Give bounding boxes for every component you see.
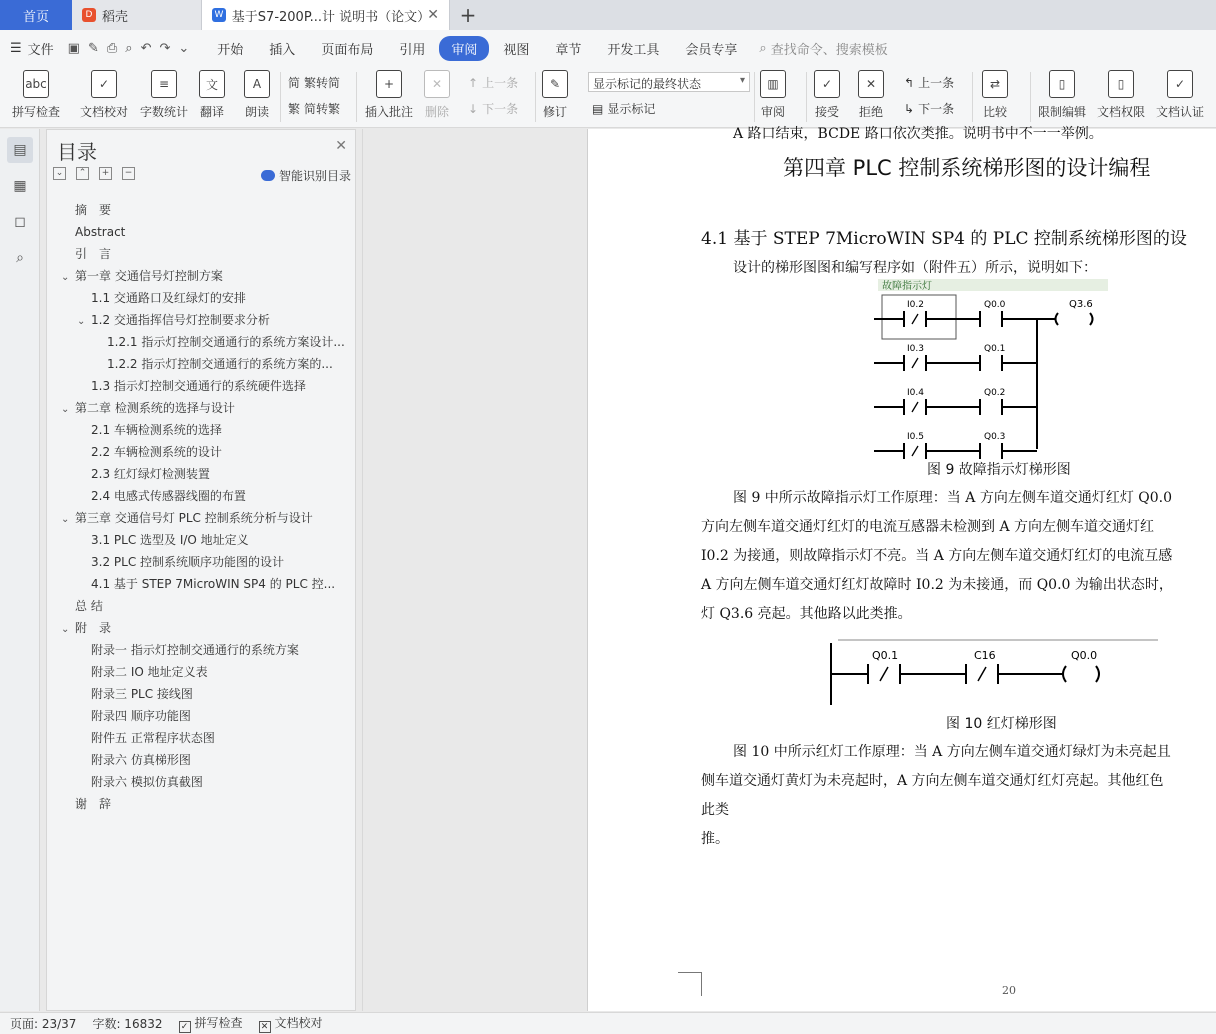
fig9-nc-slash (912, 358, 918, 368)
doc-auth-button[interactable] (1156, 70, 1204, 120)
ribbon-label: 插入批注 (365, 105, 414, 119)
ribbon-label: 翻译 (199, 105, 224, 119)
fig9-contact-b-label: Q0.3 (984, 432, 1006, 442)
expand-icon[interactable]: ⌃ (76, 167, 89, 180)
ribbon-label: 拼写检查 (12, 105, 61, 119)
track-changes-button[interactable] (542, 70, 568, 120)
spell-check-icon: abc (23, 70, 49, 98)
doc-text-line: 设计的梯形图图和编写程序如（附件五）所示，说明如下： (733, 260, 1097, 276)
ribbon-label: 限制编辑 (1038, 105, 1087, 119)
certificate-icon: ✓ (1167, 70, 1193, 98)
close-icon[interactable]: ✕ (335, 138, 347, 154)
doc-text-line: 图 9 中所示故障指示灯工作原理：当 A 方向左侧车道交通灯红灯 Q0.0 (733, 490, 1173, 506)
save-icon[interactable]: ▣ (67, 40, 80, 56)
outline-item[interactable] (55, 639, 349, 661)
ribbon-label: 下一条 (918, 102, 955, 116)
outline-item[interactable] (55, 793, 349, 815)
outline-item[interactable] (55, 705, 349, 727)
check-icon: ✓ (179, 1021, 191, 1033)
tab-home[interactable]: 首页 (0, 0, 72, 30)
menu-tab[interactable]: 开发工具 (607, 42, 660, 58)
ribbon-label: 拒绝 (858, 105, 883, 119)
prev-icon: ↰ (904, 75, 915, 90)
ribbon-label: 显示标记 (607, 102, 656, 116)
separator (806, 72, 807, 122)
chevron-down-icon[interactable]: ⌄ (61, 272, 70, 283)
menu-bar (0, 30, 1216, 66)
lock-icon: ▯ (1049, 70, 1075, 98)
outline-item-label: 2.1 车辆检测系统的选择 (91, 423, 222, 437)
review-icon: ▥ (760, 70, 786, 98)
page-indicator[interactable]: 页面: 23/37 (10, 1017, 77, 1031)
fig9-nc-slash (912, 402, 918, 412)
fig9-contact-b-label: Q0.1 (984, 344, 1006, 354)
fig10-coil-label: Q0.0 (1071, 649, 1098, 662)
accept-icon: ✓ (814, 70, 840, 98)
fig9-ladder-diagram (874, 277, 1114, 449)
tab-docer[interactable] (72, 0, 202, 30)
proof-button[interactable] (80, 70, 128, 120)
outline-item[interactable] (55, 771, 349, 793)
outline-item[interactable] (55, 529, 349, 551)
outline-item-label: Abstract (75, 225, 126, 239)
collapse-icon[interactable]: ⌄ (53, 167, 66, 180)
docer-icon: D (82, 8, 96, 22)
doc-text-line: 灯 Q3.6 亮起。其他路以此类推。 (701, 606, 912, 622)
separator (356, 72, 357, 122)
separator (754, 72, 755, 122)
hamburger-icon: ☰ (10, 40, 22, 56)
outline-item[interactable] (55, 243, 349, 265)
reject-button[interactable] (858, 70, 884, 120)
outline-item-label: 4.1 基于 STEP 7MicroWIN SP4 的 PLC 控... (91, 577, 336, 591)
chevron-down-icon[interactable]: ⌄ (61, 404, 70, 415)
doc-text-line: A 方向左侧车道交通灯红灯故障时 I0.2 为未接通，而 Q0.0 为输出状态时， (701, 577, 1173, 593)
coil-right (1090, 313, 1093, 325)
outline-item[interactable] (55, 309, 349, 331)
fig9-contact-b-label: Q0.0 (984, 300, 1006, 310)
proof-status[interactable] (259, 1014, 323, 1033)
convert-icon: 繁 (288, 102, 301, 116)
outline-item-label: 3.1 PLC 选型及 I/O 地址定义 (91, 533, 249, 547)
outline-item-label: 附件五 正常程序状态图 (91, 731, 215, 745)
command-search-text: 查找命令、搜索模板 (770, 42, 888, 58)
chevron-down-icon[interactable]: ⌄ (61, 624, 70, 635)
word-count-indicator[interactable]: 字数: 16832 (92, 1017, 163, 1031)
outline-item-label: 附录六 仿真梯形图 (91, 753, 191, 767)
outline-item-label: 1.1 交通路口及红绿灯的安排 (91, 291, 246, 305)
doc-text-line: A 路口结束，BCDE 路口依次类推。说明书中不一一举例。 (733, 126, 1103, 142)
page-number: 20 (1002, 984, 1016, 997)
outline-item-label: 1.2.1 指示灯控制交通通行的系统方案设计... (107, 335, 345, 349)
ribbon-label: 下一条 (482, 102, 519, 116)
crop-mark (678, 972, 702, 996)
outline-item-label: 1.3 指示灯控制交通通行的系统硬件选择 (91, 379, 306, 393)
fig10-caption: 图 10 红灯梯形图 (946, 716, 1057, 732)
ribbon-label: 比较 (982, 105, 1007, 119)
next-change-button[interactable] (904, 100, 954, 117)
compare-button[interactable] (982, 70, 1008, 120)
outline-item-label: 总 结 (75, 599, 103, 613)
outline-item[interactable] (55, 485, 349, 507)
restrict-editing-button[interactable] (1038, 70, 1086, 120)
reject-icon: ✕ (858, 70, 884, 98)
ribbon-label: 文档校对 (80, 105, 129, 119)
outline-item-label: 引 言 (75, 247, 112, 261)
coil-left (1056, 313, 1059, 325)
menu-tab[interactable]: 开始 (217, 42, 244, 58)
ribbon-label: 文档权限 (1097, 105, 1146, 119)
ribbon-label: 删除 (424, 105, 449, 119)
separator (535, 72, 536, 122)
outline-item-label: 第三章 交通信号灯 PLC 控制系统分析与设计 (75, 511, 313, 525)
outline-item[interactable] (55, 397, 349, 419)
fig9-nc-slash (912, 446, 918, 456)
permission-icon: ▯ (1108, 70, 1134, 98)
document-page[interactable] (587, 126, 1216, 1011)
next-comment-button[interactable] (468, 100, 518, 117)
add-heading-icon[interactable]: + (99, 167, 112, 180)
outline-item-label: 3.2 PLC 控制系统顺序功能图的设计 (91, 555, 285, 569)
outline-item-label: 附录三 PLC 接线图 (91, 687, 193, 701)
accept-button[interactable] (814, 70, 840, 120)
next-icon: ↓ (468, 101, 479, 116)
track-changes-icon: ✎ (542, 70, 568, 98)
prev-icon: ↑ (468, 75, 479, 90)
outline-item[interactable] (55, 617, 349, 639)
review-button[interactable] (760, 70, 786, 120)
fig9-contact-a-label: I0.3 (907, 344, 924, 354)
search-icon: ⌕ (759, 40, 767, 56)
outline-item-label: 2.3 红灯绿灯检测装置 (91, 467, 210, 481)
outline-title: 目录 (57, 140, 97, 164)
outline-icon[interactable]: ▤ (7, 137, 33, 163)
spell-check-button[interactable] (12, 70, 60, 120)
print-preview-icon[interactable]: ⌕ (125, 40, 133, 56)
fig9-contact-a-label: I0.4 (907, 388, 924, 398)
outline-item-label: 1.2 交通指挥信号灯控制要求分析 (91, 313, 270, 327)
prev-change-button[interactable] (904, 74, 954, 91)
outline-item-label: 摘 要 (75, 203, 112, 217)
redo-icon[interactable]: ↷ (159, 40, 171, 56)
chapter-nav-icon[interactable]: ▦ (13, 178, 27, 194)
trad-to-simp-button[interactable] (288, 74, 340, 91)
smart-toc-label: 智能识别目录 (278, 169, 351, 183)
tab-label: 稻壳 (102, 9, 129, 25)
insert-comment-button[interactable] (365, 70, 413, 120)
doc-text-line: 侧车道交通灯黄灯为未亮起时，A 方向左侧车道交通灯红灯亮起。其他红色 (701, 773, 1164, 789)
outline-item-label: 附 录 (75, 621, 112, 635)
outline-item[interactable] (55, 595, 349, 617)
format-painter-icon[interactable]: ✎ (87, 40, 99, 56)
outline-item[interactable] (55, 375, 349, 397)
status-label: 拼写检查 (194, 1016, 243, 1030)
outline-item-label: 第一章 交通信号灯控制方案 (75, 269, 223, 283)
bookmark-icon[interactable]: ◻ (14, 214, 26, 230)
doc-text-line: 此类 (701, 802, 729, 818)
fig10-contact-2-label: C16 (974, 649, 996, 662)
proof-icon: ✓ (91, 70, 117, 98)
tab-document[interactable] (202, 0, 450, 30)
next-icon: ↳ (904, 101, 915, 116)
status-bar (0, 1012, 1216, 1034)
outline-item[interactable] (55, 661, 349, 683)
chevron-down-icon: ▾ (739, 75, 745, 86)
nav-rail (0, 129, 40, 1011)
show-marks-button[interactable] (592, 100, 655, 117)
menu-tab[interactable]: 审阅 (439, 36, 489, 61)
ribbon-label: 繁转简 (304, 76, 341, 90)
remove-heading-icon[interactable]: − (122, 167, 135, 180)
delete-comment-icon: ✕ (424, 70, 450, 98)
spell-check-status[interactable] (179, 1014, 243, 1033)
chapter-heading: 第四章 PLC 控制系统梯形图的设计编程 (783, 156, 1151, 180)
read-aloud-icon: A (244, 70, 270, 98)
menu-tab[interactable]: 章节 (555, 42, 582, 58)
cloud-icon (261, 170, 275, 181)
fig9-nc-slash (912, 314, 918, 324)
customize-icon[interactable]: ⌄ (178, 40, 190, 56)
markup-display-select[interactable] (588, 72, 750, 92)
ribbon-label: 上一条 (918, 76, 955, 90)
proof-icon: ✕ (259, 1021, 271, 1033)
convert-icon: 简 (288, 76, 301, 90)
outline-item[interactable] (55, 507, 349, 529)
doc-permission-button[interactable] (1097, 70, 1145, 120)
fig10-coil-left (1063, 666, 1066, 682)
outline-item-label: 附录一 指示灯控制交通通行的系统方案 (91, 643, 299, 657)
outline-item-label: 1.2.2 指示灯控制交通通行的系统方案的... (107, 357, 333, 371)
outline-item[interactable] (55, 551, 349, 573)
fig9-contact-a-label: I0.5 (907, 432, 924, 442)
word-count-button[interactable] (140, 70, 188, 120)
outline-item[interactable] (55, 573, 349, 595)
ribbon-label: 上一条 (482, 76, 519, 90)
status-label: 文档校对 (274, 1016, 323, 1030)
fig10-ladder-diagram (828, 637, 1160, 709)
ribbon-label: 审阅 (760, 105, 785, 119)
show-marks-icon: ▤ (592, 101, 604, 116)
quick-access-toolbar (68, 41, 190, 56)
doc-text-line: 图 10 中所示红灯工作原理：当 A 方向左侧车道交通灯绿灯为未亮起且 (733, 744, 1171, 760)
outline-item[interactable] (55, 265, 349, 287)
ribbon-label: 接受 (814, 105, 839, 119)
print-icon[interactable]: ⎙ (106, 40, 118, 56)
menu-tab[interactable]: 视图 (503, 42, 530, 58)
word-count-icon: ≡ (151, 70, 177, 98)
menu-tab[interactable]: 引用 (399, 42, 426, 58)
outline-panel (46, 129, 356, 1011)
fig9-coil-label: Q3.6 (1069, 299, 1093, 310)
tab-label: 基于S7-200P...计 说明书（论文） (231, 9, 431, 25)
ribbon-label: 文档认证 (1156, 105, 1205, 119)
ribbon-label: 修订 (542, 105, 567, 119)
doc-text-line: I0.2 为接通，则故障指示灯不亮。当 A 方向左侧车道交通灯红灯的电流互感 (701, 548, 1173, 564)
outline-item[interactable] (55, 441, 349, 463)
outline-item-label: 附录四 顺序功能图 (91, 709, 191, 723)
word-doc-icon: W (212, 8, 226, 22)
outline-tools (53, 167, 135, 180)
fig9-rows (874, 300, 1056, 459)
outline-item[interactable] (55, 287, 349, 309)
search-icon[interactable]: ⌕ (16, 250, 24, 266)
outline-item[interactable] (55, 419, 349, 441)
fig10-nc-slash (978, 667, 986, 681)
outline-item-label: 2.2 车辆检测系统的设计 (91, 445, 222, 459)
separator (1030, 72, 1031, 122)
outline-item-label: 附录二 IO 地址定义表 (91, 665, 208, 679)
ribbon-label: 字数统计 (140, 105, 189, 119)
outline-item-label: 附录六 模拟仿真截图 (91, 775, 203, 789)
outline-item[interactable] (55, 331, 349, 353)
tab-bar (0, 0, 1216, 30)
fig9-contact-b-label: Q0.2 (984, 388, 1006, 398)
fig9-caption: 图 9 故障指示灯梯形图 (927, 462, 1071, 478)
outline-item[interactable] (55, 199, 349, 221)
command-search[interactable] (759, 39, 887, 58)
separator (280, 72, 281, 122)
menu-tab[interactable]: 会员专享 (685, 42, 738, 58)
translate-button[interactable] (199, 70, 225, 120)
outline-item-label: 谢 辞 (75, 797, 112, 811)
outline-item-label: 第二章 检测系统的选择与设计 (75, 401, 235, 415)
smart-toc-button[interactable] (261, 167, 351, 184)
separator (972, 72, 973, 122)
canvas-background (362, 129, 587, 1011)
read-aloud-button[interactable] (244, 70, 270, 120)
chevron-down-icon[interactable]: ⌄ (61, 514, 70, 525)
fig9-contact-a-label: I0.2 (907, 300, 924, 310)
close-icon[interactable]: ✕ (427, 7, 439, 23)
compare-icon: ⇄ (982, 70, 1008, 98)
translate-icon: 文 (199, 70, 225, 98)
prev-comment-button[interactable] (468, 74, 518, 91)
ribbon-label: 朗读 (244, 105, 269, 119)
new-tab-button[interactable]: + (459, 3, 477, 27)
chevron-down-icon[interactable]: ⌄ (77, 316, 86, 327)
outline-item[interactable] (55, 221, 349, 243)
fig10-contact-1-label: Q0.1 (872, 649, 899, 662)
outline-item-label: 2.4 电感式传感器线圈的布置 (91, 489, 246, 503)
markup-display-value: 显示标记的最终状态 (593, 77, 702, 91)
outline-item[interactable] (55, 727, 349, 749)
fig10-coil-right (1096, 666, 1099, 682)
file-menu[interactable] (10, 39, 54, 58)
fig9-title: 故障指示灯 (882, 281, 932, 292)
menu-tab[interactable]: 页面布局 (321, 42, 374, 58)
ribbon-label: 简转繁 (304, 102, 341, 116)
delete-comment-button[interactable] (424, 70, 450, 120)
outline-item[interactable] (55, 683, 349, 705)
simp-to-trad-button[interactable] (288, 100, 340, 117)
doc-text-line: 方向左侧车道交通灯红灯的电流互感器未检测到 A 方向左侧车道交通灯红 (701, 519, 1155, 535)
outline-list (55, 199, 349, 815)
comment-icon: + (376, 70, 402, 98)
doc-text-line: 推。 (701, 831, 729, 847)
outline-item[interactable] (55, 353, 349, 375)
section-heading: 4.1 基于 STEP 7MicroWIN SP4 的 PLC 控制系统梯形图的设 (701, 229, 1187, 249)
fig10-nc-slash (880, 667, 888, 681)
menu-tab[interactable]: 插入 (269, 42, 296, 58)
file-menu-label: 文件 (27, 42, 54, 58)
outline-item[interactable] (55, 463, 349, 485)
menu-items (205, 36, 751, 61)
undo-icon[interactable]: ↶ (140, 40, 152, 56)
outline-item[interactable] (55, 749, 349, 771)
